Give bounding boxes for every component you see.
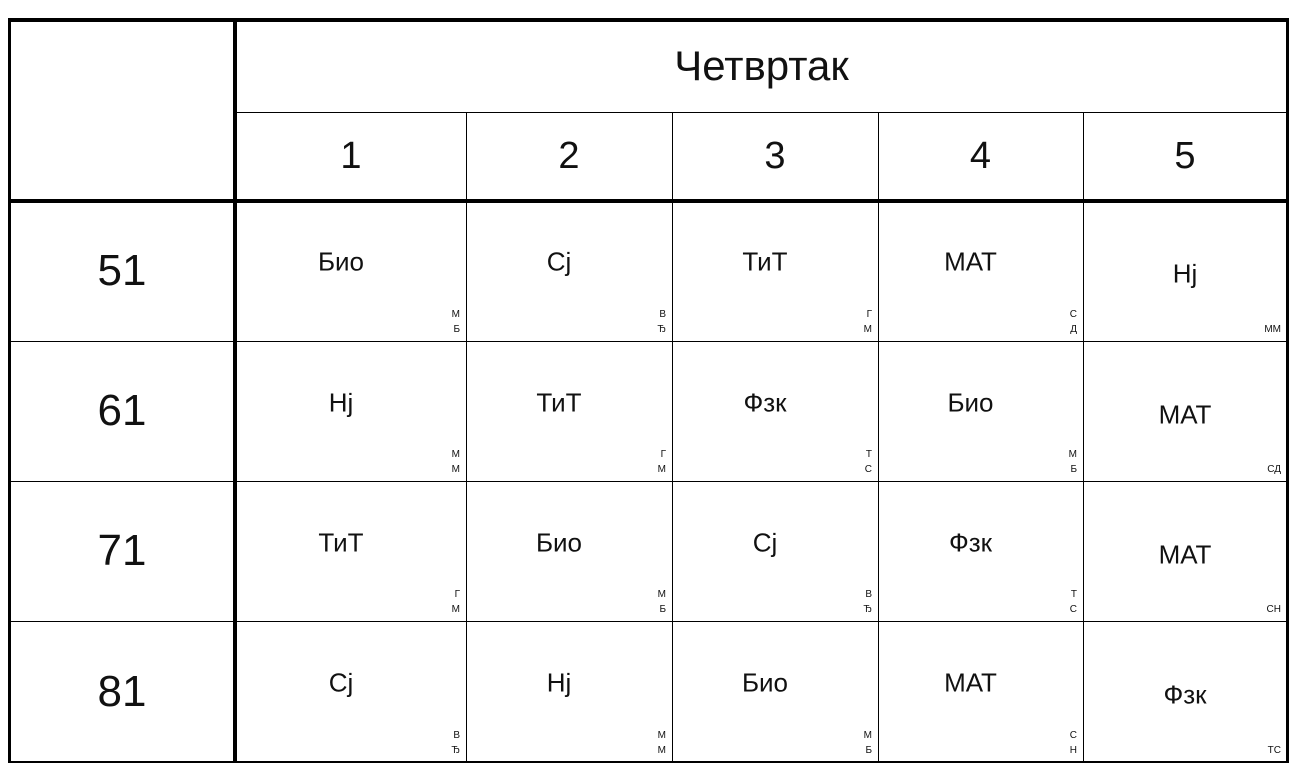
lesson-cell [466, 481, 672, 621]
teacher-initials [657, 307, 666, 337]
teacher-initial-line: М [451, 464, 460, 475]
teacher-initials [452, 307, 460, 337]
teacher-initials [1267, 602, 1281, 617]
teacher-initials [452, 587, 460, 617]
teacher-initial-line: Ђ [451, 745, 460, 756]
teacher-initial-line: Т [865, 449, 872, 460]
period-number: 2 [558, 134, 580, 177]
teacher-initials [1070, 728, 1077, 758]
teacher-initials [1070, 307, 1077, 337]
teacher-initial-line: С [1069, 604, 1077, 615]
period-number: 1 [340, 134, 362, 177]
lesson-cell [878, 200, 1083, 341]
teacher-initials [658, 728, 666, 758]
class-label: 61 [97, 386, 147, 435]
subject-name: ТиТ [318, 527, 364, 558]
teacher-initial-line: Ђ [657, 324, 666, 335]
teacher-initial-line: Г [454, 589, 460, 600]
class-label: 71 [97, 526, 147, 575]
teacher-initial-line: В [865, 589, 872, 600]
subject-name: Фзк [948, 527, 993, 558]
teacher-initial-line: М [1068, 449, 1077, 460]
subject-name: Нј [546, 667, 572, 698]
teacher-initial-line: М [657, 464, 666, 475]
lesson-cell [236, 621, 466, 762]
teacher-initial-line: Б [453, 324, 460, 335]
day-title: Четвртак [674, 42, 849, 89]
subject-name: ТиТ [742, 246, 788, 277]
lesson-cell [466, 621, 672, 762]
top-border [10, 18, 1289, 22]
subject-name: Сј [752, 527, 778, 558]
teacher-initial-line: Ђ [863, 604, 872, 615]
teacher-initials [863, 587, 872, 617]
teacher-initial-line: М [451, 449, 460, 460]
teacher-initial-line: М [657, 589, 666, 600]
subject-name: Био [317, 246, 365, 277]
period-number: 3 [764, 134, 786, 177]
teacher-initials [1070, 587, 1077, 617]
teacher-initials [865, 447, 872, 477]
lesson-cell [236, 481, 466, 621]
teacher-initial-line: ТС [1267, 745, 1281, 756]
teacher-initial-line: М [451, 309, 460, 320]
lesson-cell [1083, 200, 1287, 341]
lesson-cell [1083, 621, 1287, 762]
teacher-initial-line: М [863, 324, 872, 335]
period-number: 5 [1174, 134, 1196, 177]
lesson-cell [672, 200, 878, 341]
subject-name: Фзк [1163, 679, 1207, 710]
teacher-initial-line: С [1069, 309, 1077, 320]
lesson-cell [672, 341, 878, 481]
teacher-initials [1264, 322, 1281, 337]
teacher-initial-line: М [657, 730, 666, 741]
class-label: 51 [97, 245, 147, 295]
subject-name: Нј [328, 387, 354, 418]
teacher-initial-line: В [659, 309, 666, 320]
lesson-cell [878, 621, 1083, 762]
teacher-initials [1069, 447, 1077, 477]
subject-name: Сј [546, 246, 572, 277]
teacher-initial-line: С [864, 464, 872, 475]
lesson-cell [1083, 341, 1287, 481]
teacher-initial-line: Б [659, 604, 666, 615]
subject-name: Фзк [743, 387, 787, 418]
subject-name: Био [947, 387, 994, 418]
teacher-initial-line: Б [865, 745, 872, 756]
teacher-initials [1268, 743, 1281, 758]
lesson-cell [236, 341, 466, 481]
teacher-initial-line: СН [1266, 604, 1281, 615]
teacher-initial-line: Г [866, 309, 872, 320]
lesson-cell [878, 481, 1083, 621]
teacher-initial-line: М [657, 745, 666, 756]
teacher-initial-line: Т [1070, 589, 1077, 600]
lesson-cell [672, 621, 878, 762]
lesson-cell [878, 341, 1083, 481]
teacher-initial-line: Н [1069, 745, 1077, 756]
lesson-cell [672, 481, 878, 621]
teacher-initial-line: В [453, 730, 460, 741]
subject-name: ТиТ [536, 387, 582, 418]
subject-name: Сј [328, 667, 354, 698]
teacher-initials [864, 307, 872, 337]
teacher-initials [864, 728, 872, 758]
teacher-initials [658, 587, 666, 617]
lesson-cell [466, 341, 672, 481]
lesson-cell [236, 200, 466, 341]
subject-name: Био [535, 527, 583, 558]
teacher-initial-line: ММ [1264, 324, 1281, 335]
subject-name: Нј [1172, 258, 1198, 289]
teacher-initial-line: М [451, 604, 460, 615]
subject-name: МАТ [944, 246, 997, 277]
teacher-initials [451, 728, 460, 758]
teacher-initial-line: Д [1070, 324, 1077, 335]
lesson-cell [1083, 481, 1287, 621]
teacher-initial-line: Б [1070, 464, 1077, 475]
teacher-initials [658, 447, 666, 477]
class-label: 81 [97, 666, 147, 716]
subject-name: Био [741, 667, 789, 698]
teacher-initial-line: Г [660, 449, 666, 460]
teacher-initials [1267, 462, 1281, 477]
period-number: 4 [969, 134, 992, 177]
teacher-initials [452, 447, 460, 477]
subject-name: МАТ [1158, 399, 1212, 430]
lesson-cell [466, 200, 672, 341]
teacher-initial-line: С [1069, 730, 1077, 741]
teacher-initial-line: СД [1267, 464, 1281, 475]
teacher-initial-line: М [863, 730, 872, 741]
subject-name: МАТ [944, 667, 997, 698]
subject-name: МАТ [1158, 539, 1212, 570]
